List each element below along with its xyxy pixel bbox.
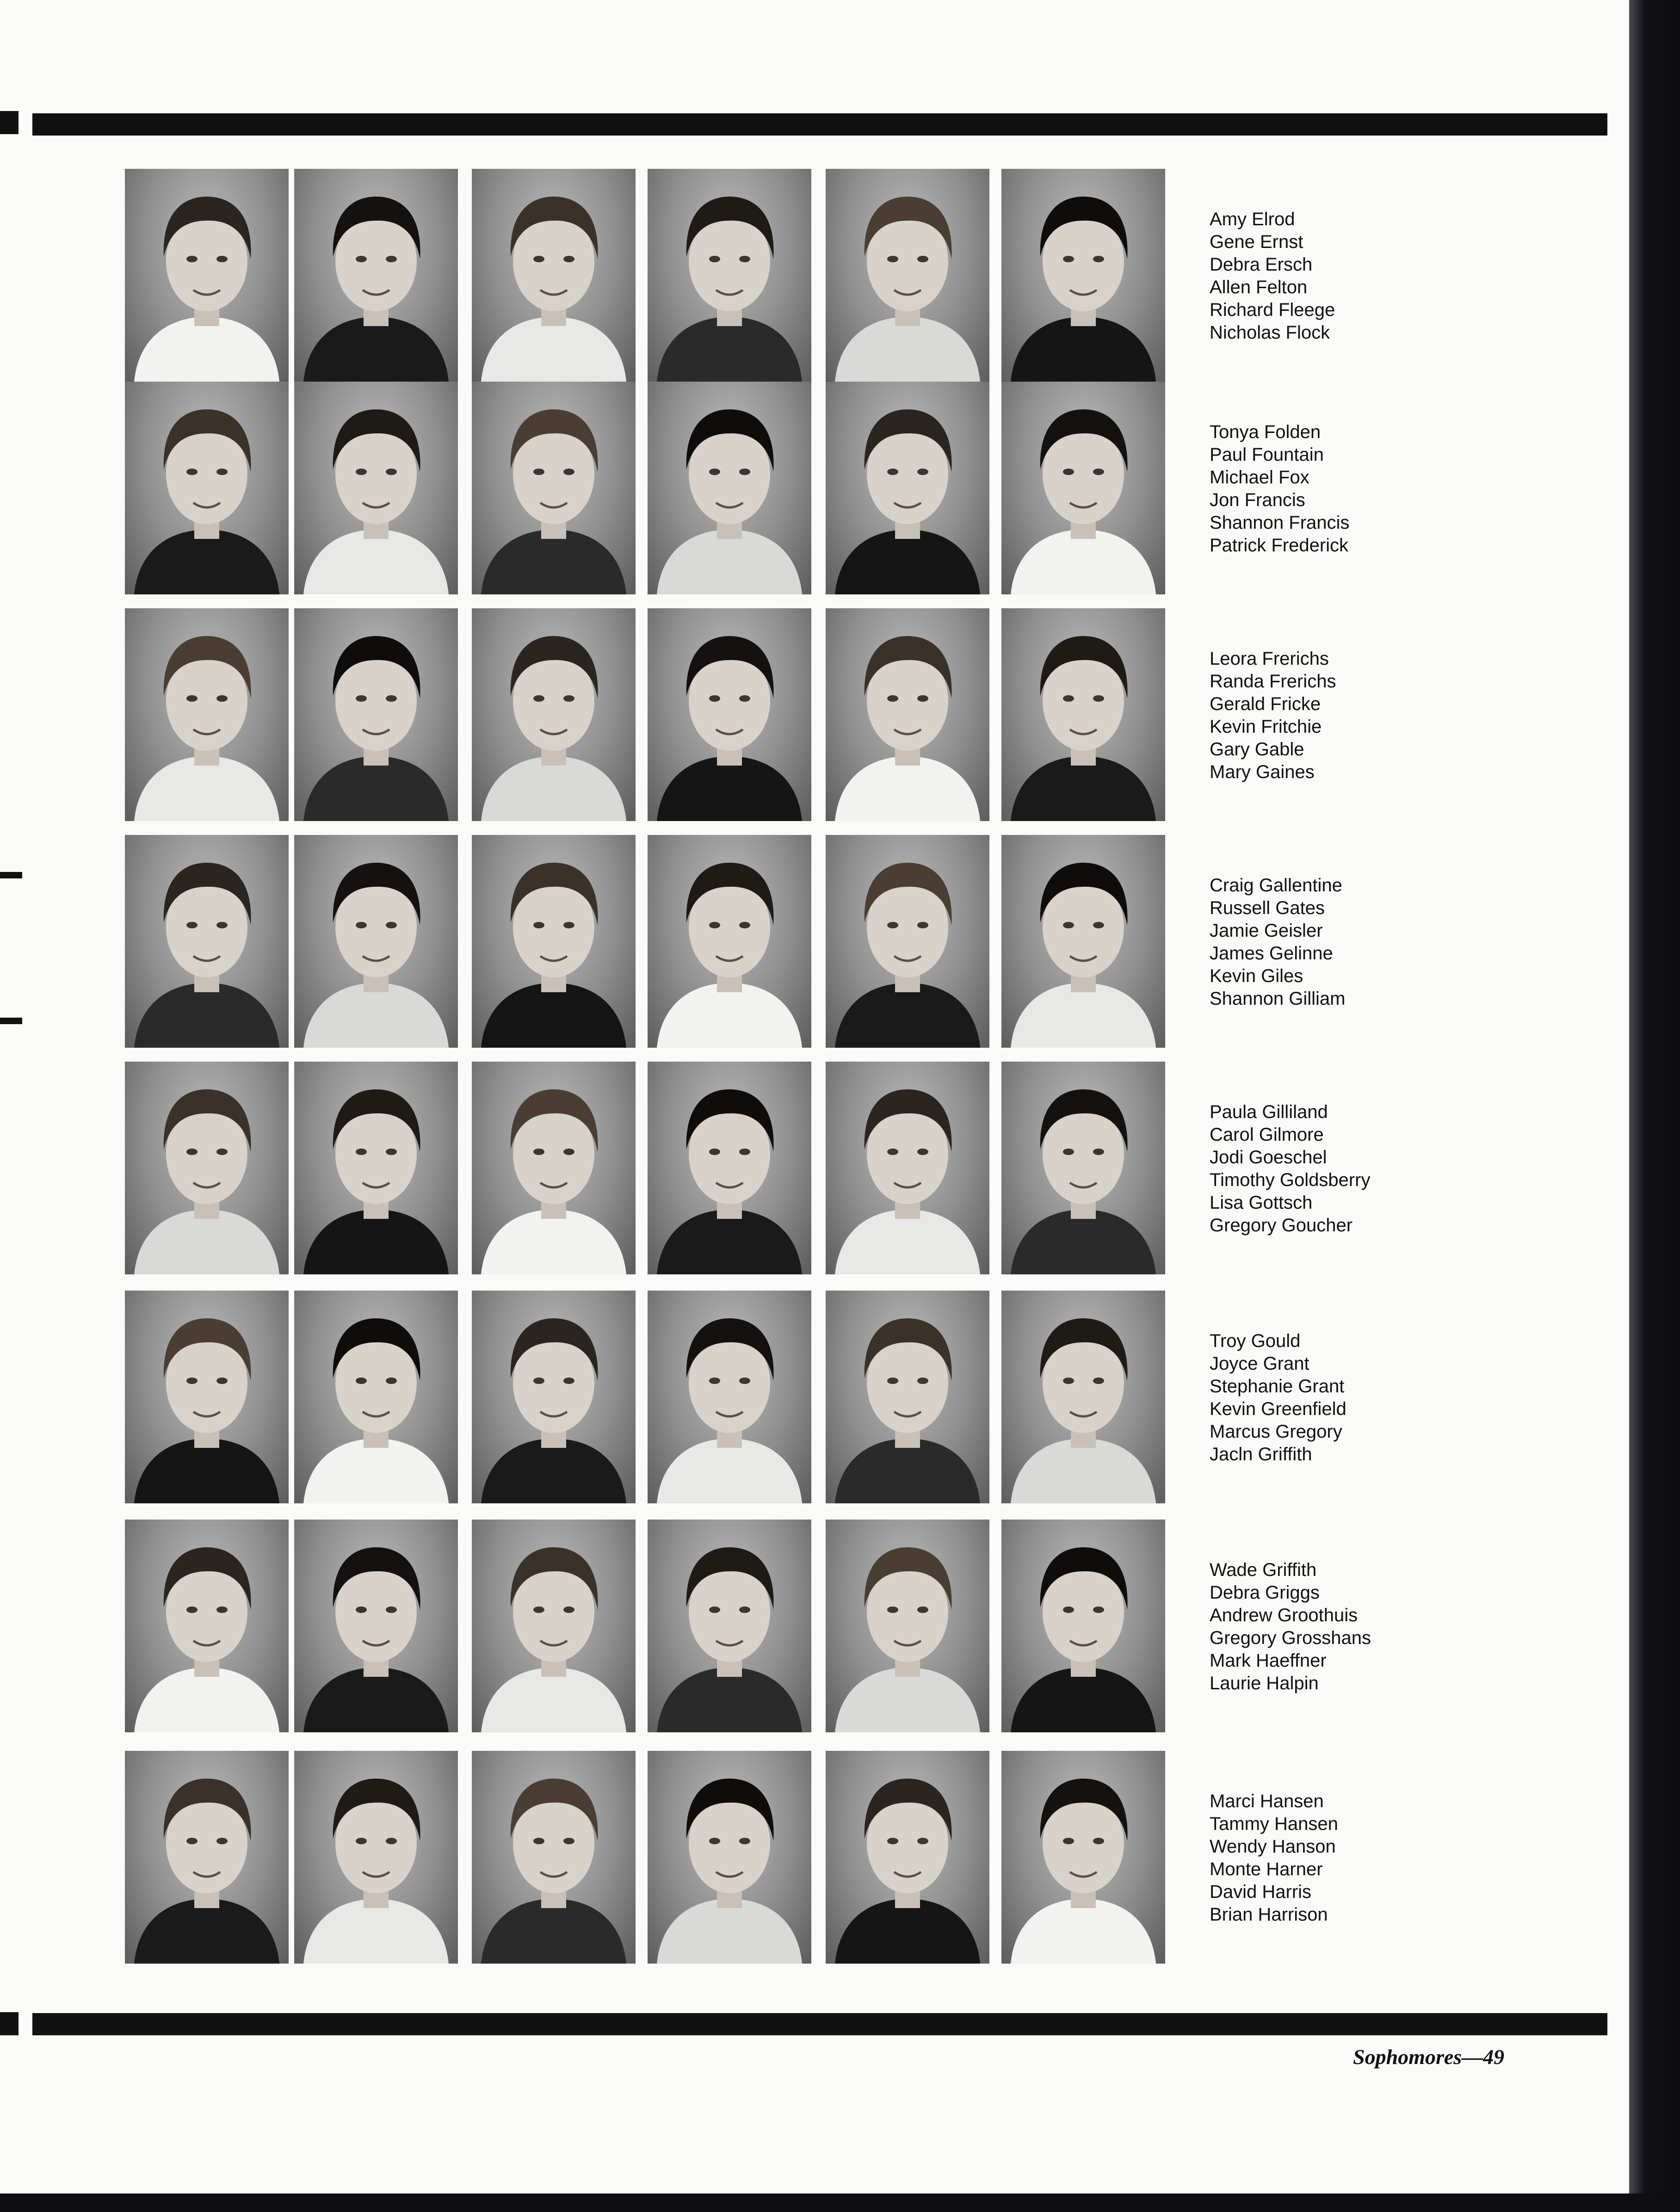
- portrait-photo: [125, 608, 289, 821]
- student-name: Shannon Francis: [1210, 513, 1350, 533]
- page-bottom-edge: [0, 2193, 1680, 2212]
- portrait-photo: [826, 1520, 989, 1732]
- student-name: Leora Frerichs: [1210, 649, 1329, 669]
- name-list: [1210, 874, 1469, 1010]
- portrait-photo: [1001, 169, 1165, 382]
- portrait-photo: [648, 1520, 811, 1732]
- portrait-photo: [472, 169, 636, 382]
- portrait-photo: [472, 608, 636, 821]
- portrait-photo: [294, 1751, 458, 1964]
- student-name: Mark Haeffner: [1210, 1650, 1327, 1671]
- portrait-row: [125, 382, 1166, 594]
- student-name: Andrew Groothuis: [1210, 1605, 1358, 1625]
- margin-mark: [0, 2012, 19, 2035]
- portrait-photo: [294, 1291, 458, 1503]
- student-name: Timothy Goldsberry: [1210, 1170, 1371, 1190]
- page-edge-shadow: [1629, 0, 1680, 2212]
- portrait-photo: [125, 835, 289, 1048]
- student-name: Jon Francis: [1210, 490, 1305, 510]
- student-name: Jodi Goeschel: [1210, 1147, 1327, 1168]
- student-name: Amy Elrod: [1210, 209, 1295, 229]
- student-name: Kevin Fritchie: [1210, 717, 1322, 737]
- portrait-photo: [826, 1751, 989, 1964]
- student-name: Wendy Hanson: [1210, 1836, 1336, 1857]
- name-list: [1210, 1330, 1469, 1466]
- portrait-photo: [125, 1291, 289, 1503]
- student-name: Tonya Folden: [1210, 422, 1321, 442]
- student-name: Kevin Giles: [1210, 966, 1303, 986]
- student-name: Gary Gable: [1210, 739, 1304, 760]
- portrait-photo: [1001, 382, 1165, 594]
- name-list: [1210, 1790, 1469, 1926]
- portrait-photo: [826, 1062, 989, 1274]
- portrait-photo: [648, 608, 811, 821]
- student-name: Randa Frerichs: [1210, 671, 1336, 692]
- student-name: Gregory Grosshans: [1210, 1628, 1371, 1648]
- portrait-photo: [294, 382, 458, 594]
- student-name: Nicholas Flock: [1210, 322, 1330, 343]
- portrait-row: [125, 169, 1166, 382]
- portrait-photo: [1001, 835, 1165, 1048]
- student-name: Carol Gilmore: [1210, 1125, 1324, 1145]
- student-name: Shannon Gilliam: [1210, 989, 1346, 1009]
- portrait-photo: [826, 1291, 989, 1503]
- student-name: Marcus Gregory: [1210, 1421, 1342, 1442]
- student-name: Joyce Grant: [1210, 1353, 1309, 1374]
- portrait-photo: [294, 835, 458, 1048]
- portrait-photo: [294, 1520, 458, 1732]
- student-name: Patrick Frederick: [1210, 535, 1349, 556]
- student-name: Gene Ernst: [1210, 232, 1303, 252]
- portrait-photo: [125, 1520, 289, 1732]
- portrait-photo: [826, 382, 989, 594]
- student-name: Gerald Fricke: [1210, 694, 1321, 714]
- student-name: Jacln Griffith: [1210, 1444, 1312, 1464]
- portrait-photo: [648, 382, 811, 594]
- top-rule: [32, 113, 1607, 136]
- name-list: [1210, 648, 1469, 784]
- portrait-row: [125, 1062, 1166, 1274]
- margin-mark: [0, 111, 19, 134]
- portrait-photo: [648, 835, 811, 1048]
- student-name: Wade Griffith: [1210, 1560, 1317, 1580]
- portrait-row: [125, 1520, 1166, 1732]
- name-list: [1210, 1559, 1469, 1695]
- portrait-row: [125, 1291, 1166, 1503]
- student-name: David Harris: [1210, 1882, 1312, 1902]
- student-name: Debra Ersch: [1210, 254, 1313, 275]
- student-name: Paul Fountain: [1210, 445, 1324, 465]
- portrait-photo: [648, 169, 811, 382]
- bottom-rule: [32, 2013, 1607, 2035]
- name-list: [1210, 1101, 1469, 1237]
- student-name: Jamie Geisler: [1210, 921, 1323, 941]
- portrait-row: [125, 608, 1166, 821]
- portrait-photo: [472, 835, 636, 1048]
- portrait-row: [125, 835, 1166, 1048]
- student-name: Laurie Halpin: [1210, 1673, 1319, 1693]
- student-name: Russell Gates: [1210, 898, 1325, 918]
- portrait-photo: [125, 1751, 289, 1964]
- margin-mark: [0, 872, 22, 878]
- portrait-photo: [1001, 608, 1165, 821]
- page-footer: Sophomores—49: [1353, 2045, 1505, 2069]
- portrait-photo: [125, 169, 289, 382]
- student-name: Stephanie Grant: [1210, 1376, 1345, 1396]
- margin-mark: [0, 1018, 22, 1024]
- portrait-photo: [1001, 1520, 1165, 1732]
- portrait-photo: [826, 608, 989, 821]
- student-name: Michael Fox: [1210, 467, 1309, 488]
- portrait-photo: [472, 1062, 636, 1274]
- portrait-photo: [294, 608, 458, 821]
- student-name: Monte Harner: [1210, 1859, 1323, 1879]
- portrait-photo: [1001, 1291, 1165, 1503]
- portrait-photo: [125, 382, 289, 594]
- portrait-photo: [125, 1062, 289, 1274]
- student-name: Richard Fleege: [1210, 300, 1335, 320]
- student-name: Craig Gallentine: [1210, 875, 1342, 896]
- student-name: Kevin Greenfield: [1210, 1399, 1346, 1419]
- name-list: [1210, 208, 1469, 344]
- student-name: Mary Gaines: [1210, 762, 1315, 782]
- portrait-photo: [472, 1291, 636, 1503]
- student-name: James Gelinne: [1210, 943, 1333, 964]
- portrait-photo: [472, 1520, 636, 1732]
- student-name: Marci Hansen: [1210, 1791, 1324, 1811]
- name-list: [1210, 421, 1469, 557]
- student-name: Debra Griggs: [1210, 1582, 1320, 1603]
- portrait-photo: [472, 1751, 636, 1964]
- portrait-photo: [826, 835, 989, 1048]
- portrait-photo: [1001, 1062, 1165, 1274]
- portrait-photo: [294, 1062, 458, 1274]
- portrait-photo: [648, 1291, 811, 1503]
- student-name: Tammy Hansen: [1210, 1814, 1338, 1834]
- portrait-row: [125, 1751, 1166, 1964]
- portrait-photo: [294, 169, 458, 382]
- student-name: Gregory Goucher: [1210, 1215, 1353, 1236]
- portrait-photo: [826, 169, 989, 382]
- student-name: Allen Felton: [1210, 277, 1308, 297]
- student-name: Lisa Gottsch: [1210, 1193, 1313, 1213]
- portrait-photo: [472, 382, 636, 594]
- student-name: Brian Harrison: [1210, 1904, 1328, 1925]
- portrait-photo: [648, 1062, 811, 1274]
- portrait-photo: [648, 1751, 811, 1964]
- student-name: Paula Gilliland: [1210, 1102, 1328, 1122]
- portrait-photo: [1001, 1751, 1165, 1964]
- student-name: Troy Gould: [1210, 1331, 1301, 1351]
